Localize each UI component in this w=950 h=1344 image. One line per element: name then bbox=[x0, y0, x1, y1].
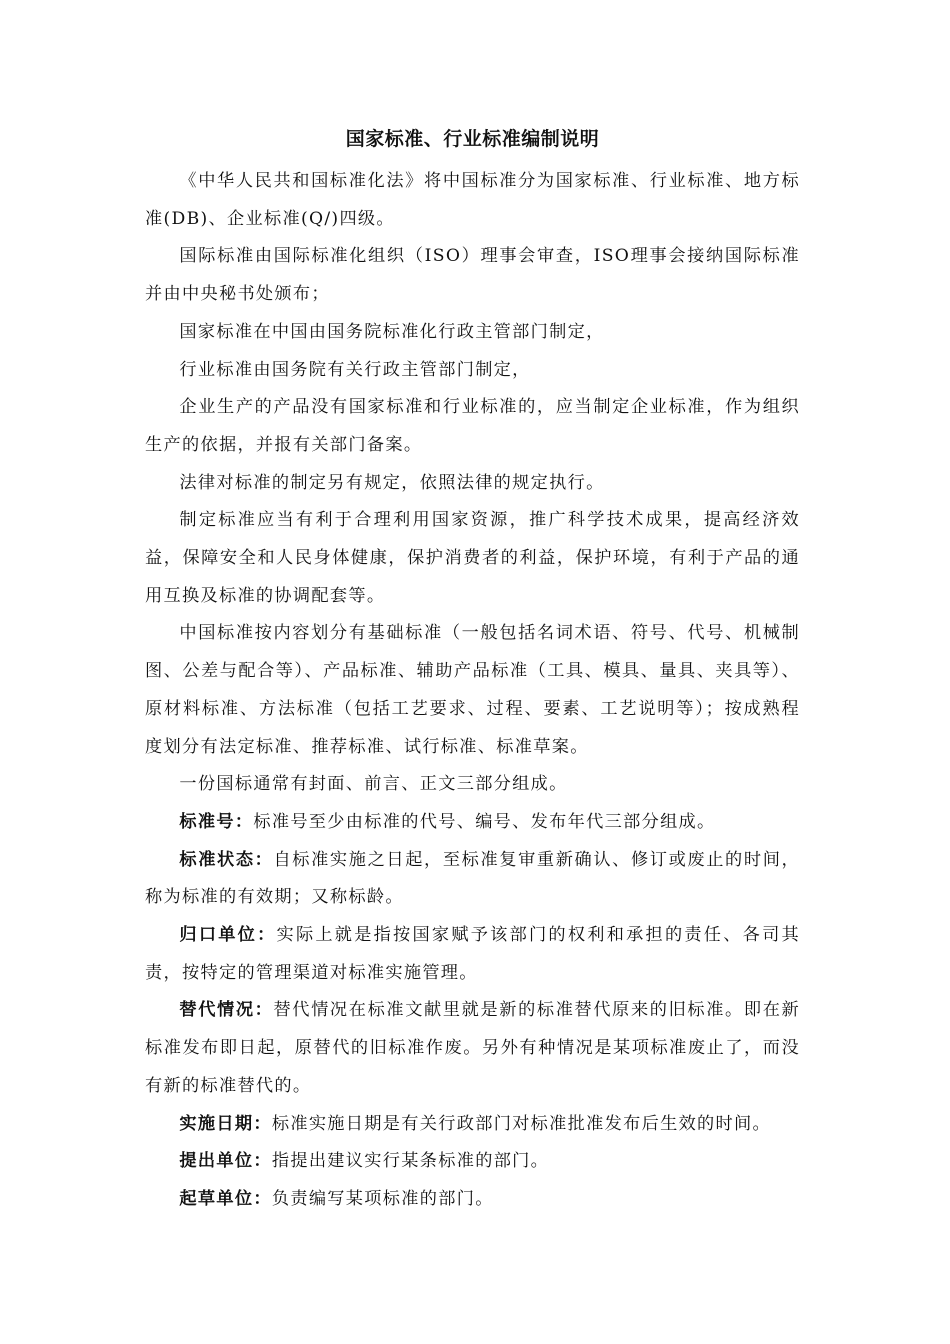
definition-replacement-status bbox=[145, 992, 800, 1105]
definition-term: 提出单位： bbox=[179, 1151, 272, 1172]
definition-implementation-date bbox=[145, 1106, 800, 1144]
definition-term: 实施日期： bbox=[179, 1113, 272, 1134]
definition-standard-status bbox=[145, 842, 800, 917]
paragraph-standardization-law: 《中华人民共和国标准化法》将中国标准分为国家标准、行业标准、地方标准(DB)、企业标准(Q/)四级。 bbox=[145, 171, 800, 229]
paragraph-law-provision: 法律对标准的制定另有规定，依照法律的规定执行。 bbox=[179, 472, 605, 493]
paragraph-standard-principles: 制定标准应当有利于合理利用国家资源，推广科学技术成果，提高经济效益，保障安全和人民身体健康，保护消费者的利益，保护环境，有利于产品的通用互换及标准的协调配套等。 bbox=[145, 510, 800, 606]
paragraph-standard-composition: 一份国标通常有封面、前言、正文三部分组成。 bbox=[179, 774, 568, 795]
definition-text: 负责编写某项标准的部门。 bbox=[271, 1188, 494, 1209]
document-page bbox=[145, 124, 800, 1219]
paragraph-enterprise-standard: 企业生产的产品没有国家标准和行业标准的，应当制定企业标准，作为组织生产的依据，并报有关部门备案。 bbox=[145, 397, 800, 455]
definition-text: 标准实施日期是有关行政部门对标准批准发布后生效的时间。 bbox=[271, 1113, 772, 1134]
paragraph-standard-classification: 中国标准按内容划分有基础标准（一般包括名词术语、符号、代号、机械制图、公差与配合等）、产品标准、辅助产品标准（工具、模具、量具、夹具等）、原材料标准、方法标准（包括工艺要求、过程、要素、工艺说明等）；按成熟程度划分有法定标准、推荐标准、试行标准、标准草案。 bbox=[145, 623, 800, 757]
definition-text: 实际上就是指按国家赋予该部门的权利和承担的责任、各司其责，按特定的管理渠道对标准实施管理。 bbox=[145, 925, 800, 983]
definition-text: 指提出建议实行某条标准的部门。 bbox=[271, 1151, 550, 1172]
definition-standard-number bbox=[145, 804, 800, 842]
definition-text: 自标准实施之日起，至标准复审重新确认、修订或废止的时间，称为标准的有效期；又称标龄。 bbox=[145, 849, 800, 908]
document-title: 国家标准、行业标准编制说明 bbox=[345, 128, 600, 150]
definition-term: 起草单位： bbox=[179, 1188, 272, 1209]
paragraph-international-standard: 国际标准由国际标准化组织（ISO）理事会审查，ISO理事会接纳国际标准并由中央秘书处颁布； bbox=[145, 246, 800, 305]
definition-drafting-unit bbox=[145, 1181, 800, 1219]
definition-text: 替代情况在标准文献里就是新的标准替代原来的旧标准。即在新标准发布即日起，原替代的旧标准作废。另外有种情况是某项标准废止了，而没有新的标准替代的。 bbox=[145, 1000, 800, 1096]
definition-responsible-unit bbox=[145, 917, 800, 992]
definition-term: 标准号： bbox=[179, 811, 254, 832]
definition-text: 标准号至少由标准的代号、编号、发布年代三部分组成。 bbox=[253, 811, 716, 832]
definition-proposing-unit bbox=[145, 1143, 800, 1181]
paragraph-industry-standard: 行业标准由国务院有关行政主管部门制定， bbox=[179, 359, 531, 380]
paragraph-national-standard: 国家标准在中国由国务院标准化行政主管部门制定， bbox=[179, 321, 605, 342]
definition-term: 归口单位： bbox=[179, 925, 277, 946]
definition-term: 标准状态： bbox=[179, 849, 274, 870]
definition-term: 替代情况： bbox=[179, 1000, 274, 1021]
